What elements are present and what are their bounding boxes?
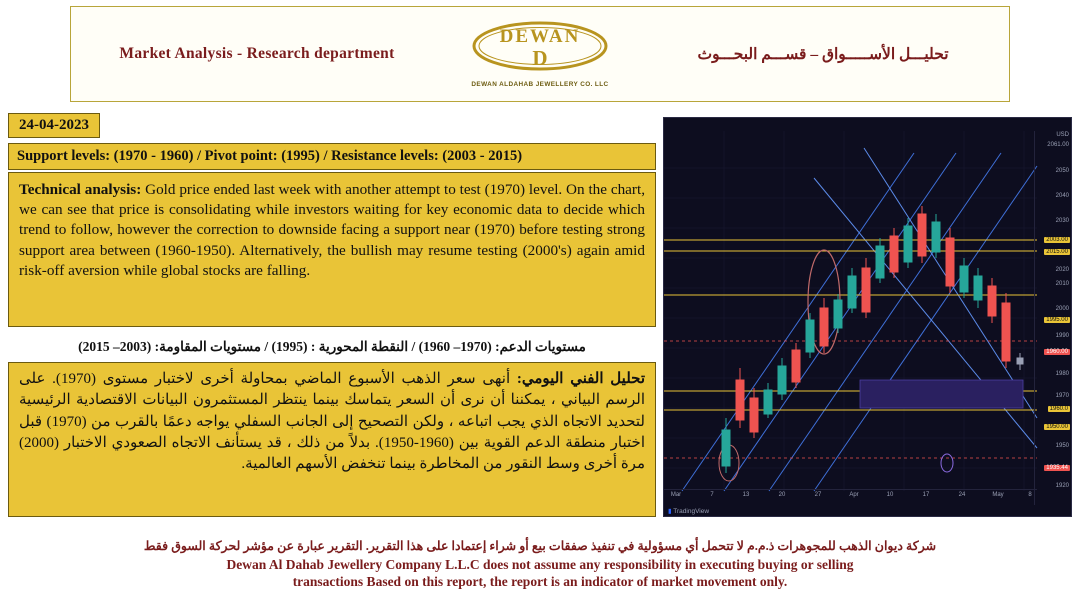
- analysis-en-label: Technical analysis:: [19, 181, 142, 198]
- levels-bar-en: Support levels: (1970 - 1960) / Pivot point: (1995) / Resistance levels: (2003 - 2015): [8, 143, 656, 170]
- technical-analysis-en: [8, 172, 656, 327]
- price-label: 1970: [1055, 393, 1069, 399]
- analysis-ar-label: تحليل الفني اليومي:: [516, 371, 646, 387]
- price-label: 1990: [1055, 333, 1069, 339]
- time-label: 8: [1028, 492, 1032, 498]
- price-label: 1950: [1055, 443, 1069, 449]
- company-logo: [425, 20, 655, 88]
- price-tag: 2015.00: [1046, 249, 1068, 255]
- report-date: 24-04-2023: [8, 113, 100, 138]
- price-label: 1920: [1055, 483, 1069, 489]
- analysis-en-text: Gold price ended last week with another attempt to test (1970) level. On the chart, we can see that price is consolidating while investors waiting for key economic data to decide which trend to follow, however the correction to downside facing a support near (1970) before testing strong support area between (1960-1950). Alternatively, the bullish may resume testing (2000's) again amid risk-off aversion while global stocks are falling.: [19, 181, 645, 279]
- analysis-ar-text: أنهى سعر الذهب الأسبوع الماضي بمحاولة أخرى لاختبار مستوى (1970). على الرسم البياني ، يمكننا أن نرى أن السعر يتماسك بينما ينتظر المستثمرون البيانات الاقتصادية الرئيسية لتحديد الاتجاه الذي يجب اتباعه ، ولكن التصحيح إلى الجانب السفلي يواجه دعمًا بالقرب من (1970) قبل اختبار منطقة الدعم القوية بين (1960-1950). بدلاً من ذلك ، قد يستأنف الاتجاه الصعودي الاختبار (2000) مرة أخرى وسط النقور من المخاطرة بينما تنخفض الأسهم العالمية.: [19, 371, 645, 473]
- time-label: Mar: [670, 492, 682, 498]
- time-label: Apr: [849, 492, 859, 498]
- disclaimer-ar: شركة ديوان الذهب للمجوهرات ذ.م.م لا تتحمل أي مسؤولية في تنفيذ صفقات بيع أو شراء إعتمادا على هذا التقرير. التقرير عبارة عن مؤشر لحركة السوق فقط: [143, 539, 937, 553]
- disclaimer-en-line2: transactions Based on this report, the report is an indicator of market movement only.: [292, 574, 788, 589]
- price-tag: 1995.00: [1046, 317, 1068, 323]
- price-label: 2000: [1055, 306, 1069, 312]
- price-tag-last: 1960.00: [1046, 349, 1068, 355]
- time-axis: [664, 489, 1037, 502]
- time-label: May: [992, 492, 1004, 498]
- price-label: 1980: [1055, 371, 1069, 377]
- price-label: 2050: [1055, 168, 1069, 174]
- tradingview-brand: ▮ TradingView: [668, 508, 710, 515]
- svg-text:DEWAN: DEWAN: [499, 26, 581, 47]
- report-header: [70, 6, 1010, 102]
- price-label: 2020: [1055, 267, 1069, 273]
- price-label: 2040: [1055, 193, 1069, 199]
- time-label: 10: [886, 492, 894, 498]
- time-label: 17: [922, 492, 930, 498]
- technical-analysis-ar: [8, 362, 656, 517]
- time-label: 20: [778, 492, 786, 498]
- time-label: 7: [710, 492, 714, 498]
- tradingview-label: TradingView: [673, 508, 710, 515]
- chart-canvas: [664, 118, 1072, 517]
- levels-bar-ar: مستويات الدعم: (1970– 1960) / النقطة المحورية : (1995) / مستويات المقاومة: (2003– 2015): [78, 339, 586, 354]
- time-label: 27: [814, 492, 822, 498]
- price-tag-current: 1935.44: [1046, 465, 1068, 471]
- price-tag: 1950.00: [1046, 424, 1068, 430]
- disclaimer-en-line1: Dewan Al Dahab Jewellery Company L.L.C does not assume any responsibility in executing buying or selling: [226, 557, 854, 572]
- logo-subtitle: DEWAN ALDAHAB JEWELLERY CO. LLC: [471, 81, 609, 88]
- header-title-en: Market Analysis - Research department: [119, 45, 395, 62]
- disclaimer: [0, 538, 1080, 590]
- price-tag: 2003.00: [1046, 237, 1068, 243]
- price-chart[interactable]: [663, 117, 1072, 517]
- price-label: 2061.00: [1047, 142, 1069, 148]
- price-axis: [1034, 131, 1071, 505]
- svg-text:D: D: [532, 46, 548, 70]
- time-label: 13: [742, 492, 750, 498]
- price-label: 2010: [1055, 281, 1069, 287]
- price-label: 2030: [1055, 218, 1069, 224]
- price-tag: 1960.0: [1049, 406, 1068, 412]
- time-label: 24: [958, 492, 966, 498]
- price-label: USD: [1056, 132, 1069, 138]
- logo-mark-icon: [465, 20, 615, 78]
- header-title-ar: تحليـــل الأســـــواق – قســـم البحـــوث: [697, 45, 949, 63]
